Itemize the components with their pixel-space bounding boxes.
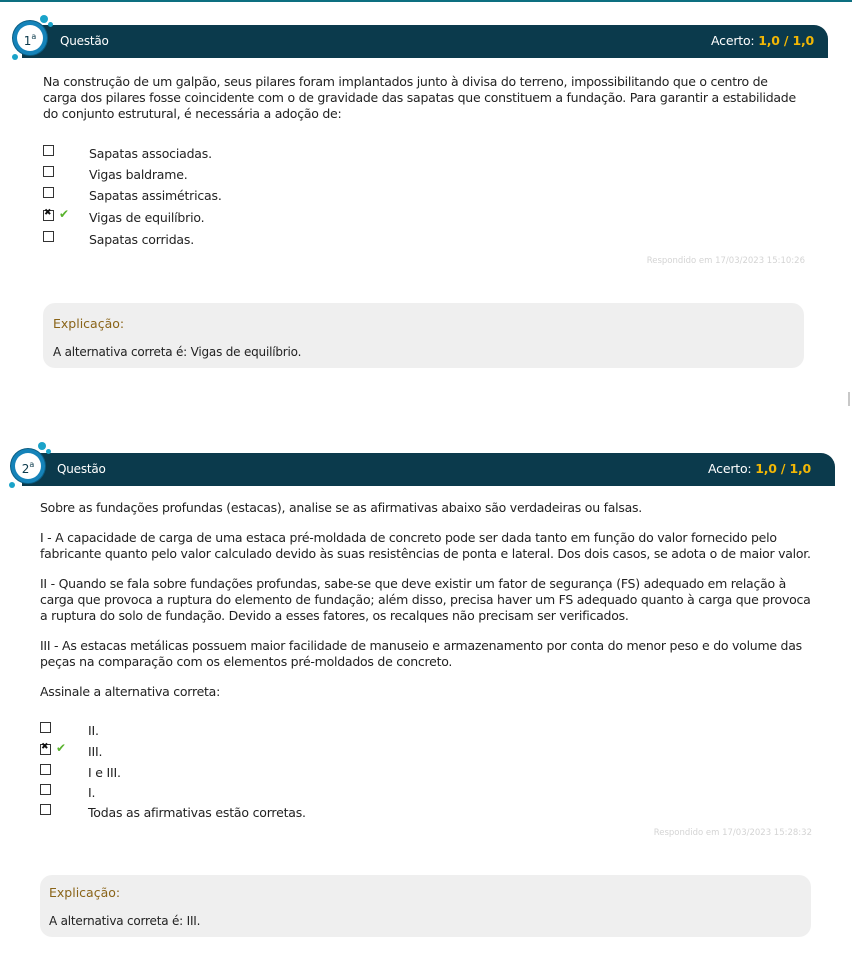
question-header: [22, 453, 835, 486]
statement-paragraph: II - Quando se fala sobre fundações profundas, sabe-se que deve existir um fator de segurança (FS) adequado em relação à carga que provoca a ruptura do elemento de fundação; além disso, precisa haver um FS adequado quanto à carga que provoca a ruptura do solo de fundação. Devido a esses fatores, os recalques não precisam ser verificados.: [40, 576, 811, 623]
option-label: I.: [88, 785, 96, 800]
ordinal-indicator: a: [29, 460, 35, 469]
statement-paragraph: Na construção de um galpão, seus pilares foram implantados junto à divisa do terreno, impossibilitando que o centro de carga dos pilares fosse coincidente com o de gravidade das sapatas que constituem a fundação. Para garantir a estabilidade do conjunto estrutural, é necessária a adoção de:: [43, 74, 796, 121]
explanation-text: A alternativa correta é: Vigas de equilíbrio.: [53, 345, 302, 359]
answered-timestamp: Respondido em 17/03/2023 15:10:26: [646, 256, 805, 266]
option-label: III.: [88, 744, 103, 759]
question-number-badge: [10, 18, 54, 62]
question-title: Questão: [57, 462, 106, 476]
score-label: Acerto:: [711, 33, 755, 48]
check-icon: ✔: [59, 207, 70, 221]
option-1[interactable]: [43, 144, 343, 162]
option-checkbox[interactable]: [43, 145, 54, 156]
option-checkbox[interactable]: [40, 722, 51, 733]
option-5[interactable]: [43, 230, 343, 248]
statement-paragraph: I - A capacidade de carga de uma estaca pré-moldada de concreto pode ser dada tanto em função do valor fornecido pelo fabricante quanto pelo valor calculado devido às suas resistências de ponta e lateral. Dos dois casos, se adota o de maior valor.: [40, 530, 811, 561]
score-value: 1,0 / 1,0: [755, 461, 811, 476]
explanation-text: A alternativa correta é: III.: [49, 914, 201, 928]
answered-timestamp: Respondido em 17/03/2023 15:28:32: [653, 828, 812, 838]
option-label: Vigas de equilíbrio.: [89, 210, 205, 225]
top-divider: [0, 0, 852, 2]
scrollbar-thumb[interactable]: [848, 392, 850, 406]
score-value: 1,0 / 1,0: [758, 33, 814, 48]
option-label: I e III.: [88, 765, 121, 780]
question-title: Questão: [60, 34, 109, 48]
explanation-box: [40, 875, 811, 937]
check-icon: ✔: [56, 741, 67, 755]
explanation-title: Explicação:: [53, 316, 125, 331]
option-4[interactable]: [43, 209, 343, 227]
option-checkbox[interactable]: [40, 784, 51, 795]
option-3[interactable]: [43, 186, 343, 204]
statement-paragraph: Assinale a alternativa correta:: [40, 684, 221, 699]
option-checkbox[interactable]: [43, 166, 54, 177]
option-2[interactable]: [43, 165, 343, 183]
question-statement: [40, 500, 815, 700]
option-checkbox[interactable]: [40, 804, 51, 815]
option-2[interactable]: [40, 743, 340, 761]
statement-paragraph: Sobre as fundações profundas (estacas), analise se as afirmativas abaixo são verdadeiras ou falsas.: [40, 500, 643, 515]
question-number-badge: [8, 446, 52, 490]
ordinal-indicator: a: [31, 32, 37, 41]
score-label: Acerto:: [708, 461, 752, 476]
option-5[interactable]: [40, 803, 360, 821]
option-label: II.: [88, 723, 99, 738]
option-checkbox[interactable]: [43, 231, 54, 242]
option-checkbox[interactable]: [40, 764, 51, 775]
option-checkbox[interactable]: [43, 187, 54, 198]
option-3[interactable]: [40, 763, 340, 781]
score: [708, 461, 811, 476]
option-label: Vigas baldrame.: [89, 167, 188, 182]
question-statement: [43, 74, 803, 122]
option-label: Todas as afirmativas estão corretas.: [88, 805, 306, 820]
option-label: Sapatas assimétricas.: [89, 188, 222, 203]
checked-box-icon[interactable]: [40, 744, 51, 755]
explanation-box: [43, 303, 804, 368]
score: [711, 33, 814, 48]
explanation-title: Explicação:: [49, 885, 121, 900]
statement-paragraph: III - As estacas metálicas possuem maior facilidade de manuseio e armazenamento por conta do menor peso e do volume das peças na comparação com os elementos pré-moldados de concreto.: [40, 638, 802, 669]
checked-box-icon[interactable]: [43, 210, 54, 221]
option-1[interactable]: [40, 721, 340, 739]
question-number: 1: [23, 34, 32, 48]
question-number: 2: [21, 462, 30, 476]
option-4[interactable]: [40, 783, 340, 801]
option-label: Sapatas associadas.: [89, 146, 212, 161]
question-header: [22, 25, 828, 58]
option-label: Sapatas corridas.: [89, 232, 194, 247]
